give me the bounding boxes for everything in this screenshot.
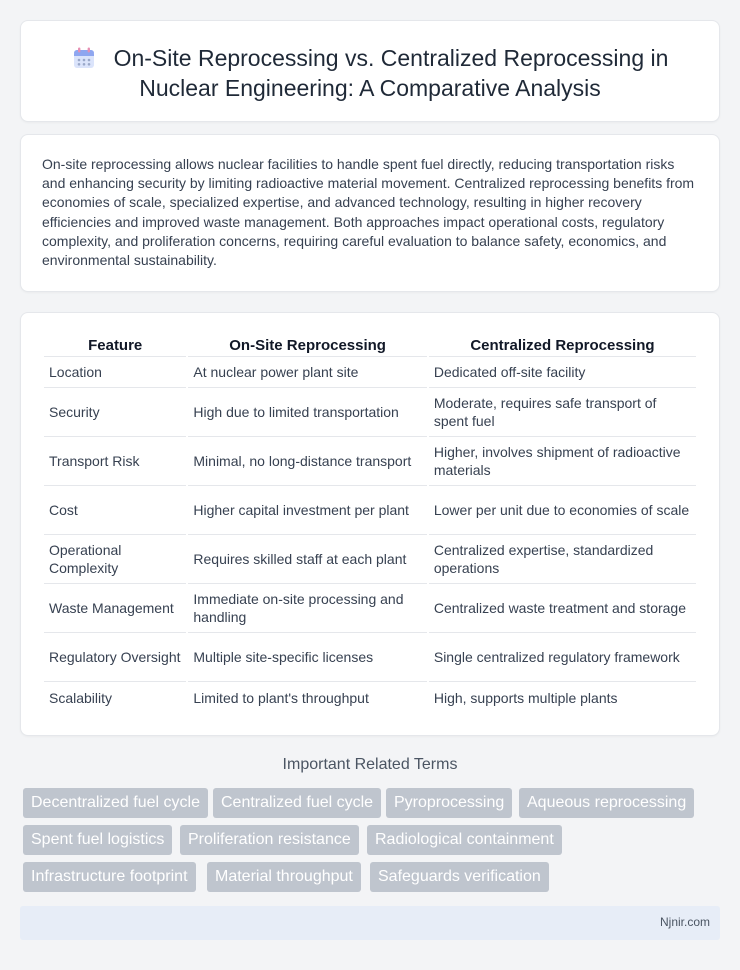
table-row	[44, 633, 696, 682]
comparison-table-card	[20, 312, 720, 736]
feature-cell: Transport Risk	[44, 437, 186, 486]
related-terms-heading: Important Related Terms	[282, 756, 458, 773]
calendar-icon	[72, 46, 96, 70]
centralized-cell: Dedicated off-site facility	[429, 357, 696, 388]
table-row	[44, 486, 696, 535]
comparison-table	[42, 335, 698, 713]
feature-cell: Security	[44, 388, 186, 437]
term-tag[interactable]: Material throughput	[207, 862, 361, 892]
term-tag[interactable]: Radiological containment	[367, 825, 562, 855]
on-site-cell: Limited to plant's throughput	[193, 689, 369, 706]
footer-bar	[20, 906, 720, 940]
table-header-row	[44, 335, 696, 357]
on-site-cell: Minimal, no long-distance transport	[188, 437, 426, 486]
on-site-cell: Multiple site-specific licenses	[188, 633, 426, 682]
table-row	[44, 388, 696, 437]
term-tag[interactable]: Centralized fuel cycle	[213, 788, 381, 818]
term-tag[interactable]: Decentralized fuel cycle	[23, 788, 208, 818]
on-site-cell: Immediate on-site processing and handling	[188, 584, 426, 633]
page-title-wrap	[61, 43, 679, 103]
term-tag[interactable]: Spent fuel logistics	[23, 825, 172, 855]
table-row	[44, 584, 696, 633]
centralized-cell: Centralized expertise, standardized operations	[429, 535, 696, 584]
header-feature: Feature	[44, 335, 186, 357]
table-row	[44, 437, 696, 486]
centralized-cell: Centralized waste treatment and storage	[429, 584, 696, 633]
feature-cell: Waste Management	[44, 584, 186, 633]
table-row	[44, 357, 696, 388]
feature-cell: Regulatory Oversight	[44, 633, 186, 682]
centralized-cell: Single centralized regulatory framework	[429, 633, 696, 682]
title-card	[20, 20, 720, 122]
footer-site-link[interactable]: Njnir.com	[659, 915, 710, 929]
term-tag[interactable]: Aqueous reprocessing	[519, 788, 694, 818]
feature-cell: Location	[44, 357, 186, 388]
term-tag[interactable]: Safeguards verification	[370, 862, 549, 892]
on-site-cell: At nuclear power plant site	[188, 357, 426, 388]
page-title: On-Site Reprocessing vs. Centralized Reprocessing in Nuclear Engineering: A Comparative Analysis	[113, 45, 669, 101]
feature-cell: Cost	[44, 486, 186, 535]
header-on-site: On-Site Reprocessing	[188, 335, 426, 357]
intro-paragraph: On-site reprocessing allows nuclear facilities to handle spent fuel directly, reducing transportation risks and enhancing security by limiting radioactive material movement. Centralized reprocessing benefits from economies of scale, specialized expertise, and advanced technology, resulting in higher recovery efficiencies and improved waste management. Both approaches impact operational costs, regulatory complexity, and proliferation concerns, requiring careful evaluation to balance safety, economics, and environmental sustainability.	[42, 156, 695, 269]
table-row	[44, 535, 696, 584]
on-site-cell: Higher capital investment per plant	[188, 486, 426, 535]
feature-cell: Operational Complexity	[44, 535, 186, 584]
intro-card	[20, 134, 720, 292]
centralized-cell: High, supports multiple plants	[433, 689, 618, 706]
term-tag[interactable]: Proliferation resistance	[180, 825, 359, 855]
centralized-cell: Higher, involves shipment of radioactive materials	[429, 437, 696, 486]
on-site-cell: Requires skilled staff at each plant	[188, 535, 426, 584]
term-tag[interactable]: Pyroprocessing	[386, 788, 512, 818]
term-tag[interactable]: Infrastructure footprint	[23, 862, 196, 892]
header-centralized: Centralized Reprocessing	[429, 335, 696, 357]
feature-cell: Scalability	[49, 689, 113, 706]
centralized-cell: Moderate, requires safe transport of spent fuel	[429, 388, 696, 437]
on-site-cell: High due to limited transportation	[188, 388, 426, 437]
centralized-cell: Lower per unit due to economies of scale	[429, 486, 696, 535]
table-row	[44, 682, 696, 713]
